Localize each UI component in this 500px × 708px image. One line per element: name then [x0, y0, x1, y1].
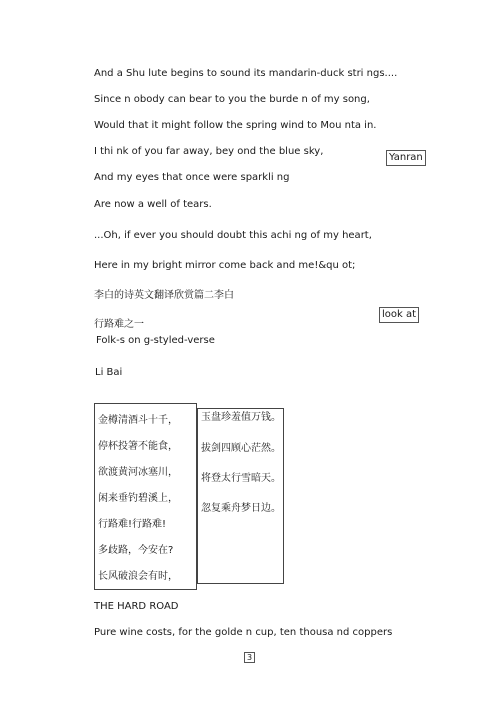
poem-line: 闲来垂钓碧溪上，: [98, 493, 178, 504]
poem-line: 欲渡黄河冰塞川，: [98, 467, 178, 478]
margin-note-look-at: look at: [379, 307, 419, 323]
poem-line: 将登太行雪暗天。: [201, 473, 281, 484]
poem-line: 金樽清酒斗十千，: [98, 415, 178, 426]
poem-line: 拔剑四顾心茫然。: [201, 443, 281, 454]
poem-line: 忽复乘舟梦日边。: [201, 503, 281, 514]
poem-line: 长风破浪会有时，: [98, 571, 178, 582]
section-heading: THE HARD ROAD: [94, 601, 179, 612]
poem-line: 行路难!行路难!: [98, 519, 167, 530]
text-line: Would that it might follow the spring wind to Mou nta in.: [94, 120, 377, 131]
text-line: Are now a well of tears.: [94, 199, 212, 210]
poem-title-chinese: 行路难之一: [94, 319, 144, 330]
poem-line: 多歧路，今安在?: [98, 545, 174, 556]
text-line: Pure wine costs, for the golde n cup, ten thousa nd coppers: [94, 627, 393, 638]
poem-line: 停杯投箸不能食，: [98, 441, 178, 452]
poem-author: Li Bai: [95, 367, 123, 378]
text-line-chinese: 李白的诗英文翻译欣赏篇二李白: [94, 290, 234, 301]
page-number: 3: [244, 652, 255, 663]
text-line: And my eyes that once were sparkli ng: [94, 172, 290, 183]
text-line: Here in my bright mirror come back and me!&qu ot;: [94, 260, 356, 271]
poem-line: 玉盘珍羞值万钱。: [201, 412, 281, 423]
poem-left-column-box: [94, 403, 197, 590]
text-line: I thi nk of you far away, bey ond the blue sky,: [94, 146, 324, 157]
margin-note-yanran: Yanran: [386, 150, 426, 166]
text-line: Since n obody can bear to you the burde n of my song,: [94, 94, 370, 105]
text-line: ...Oh, if ever you should doubt this achi ng of my heart,: [94, 230, 372, 241]
text-line: And a Shu lute begins to sound its mandarin-duck stri ngs....: [94, 68, 398, 79]
poem-subtitle: Folk-s on g-styled-verse: [96, 335, 215, 346]
poem-right-column-box: [197, 408, 284, 584]
